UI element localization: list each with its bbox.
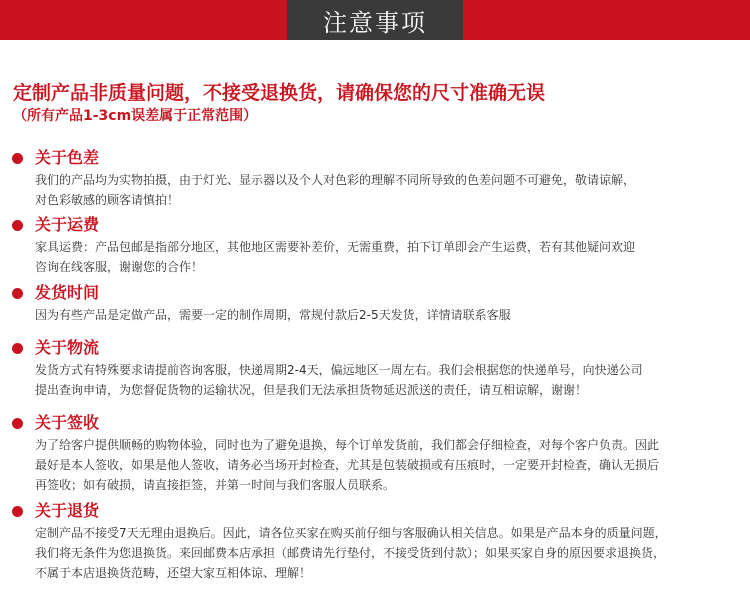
section-text-line: 为了给客户提供顺畅的购物体验，同时也为了避免退换，每个订单发货前，我们都会仔细检查，对每个客户负责。因此 (35, 438, 660, 452)
section-text-line: 家具运费：产品包邮是指部分地区，其他地区需要补差价，无需重费，拍下订单即会产生运费，若有其他疑问欢迎 (35, 240, 636, 254)
tolerance-note: （所有产品1-3cm误差属于正常范围） (13, 108, 258, 124)
headline-notice: 定制产品非质量问题，不接受退换货，请确保您的尺寸准确无误 (13, 82, 546, 104)
section-title: 关于运费 (35, 215, 100, 234)
section-title: 关于色差 (35, 148, 100, 167)
section-text-line: 再签收；如有破损，请直接拒签，并第一时间与我们客服人员联系。 (35, 478, 396, 492)
section-title: 关于物流 (35, 338, 100, 357)
bullet-dot-icon (12, 153, 23, 164)
bullet-dot-icon (12, 418, 23, 429)
section-text-line: 咨询在线客服，谢谢您的合作！ (35, 260, 204, 274)
section-text-line: 因为有些产品是定做产品，需要一定的制作周期，常规付款后2-5天发货，详情请联系客服 (35, 308, 511, 322)
section-text-line: 我们的产品均为实物拍摄，由于灯光、显示器以及个人对色彩的理解不同所导致的色差问题不可避免，敬请谅解， (35, 173, 636, 187)
section-text-line: 最好是本人签收，如果是他人签收，请务必当场开封检查，尤其是包装破损或有压痕时，一定要开封检查，确认无损后 (35, 458, 660, 472)
section-title: 发货时间 (35, 283, 100, 302)
section-text-line: 我们将无条件为您退换货。来回邮费本店承担（邮费请先行垫付，不接受货到付款）；如果买家自身的原因要求退换货， (35, 546, 666, 560)
section-text-line: 对色彩敏感的顾客请慎拍！ (35, 193, 180, 207)
section-text-line: 不属于本店退换货范畴，还望大家互相体谅、理解！ (35, 566, 312, 580)
bullet-dot-icon (12, 288, 23, 299)
section-text-line: 定制产品不接受7天无理由退换后。因此，请各位买家在购买前仔细与客服确认相关信息。如果是产品本身的质量问题， (35, 526, 667, 540)
section-text-line: 发货方式有特殊要求请提前咨询客服，快递周期2-4天，偏远地区一周左右。我们会根据您的快递单号，向快递公司 (35, 363, 643, 377)
section-title: 关于退货 (35, 501, 100, 520)
section-title: 关于签收 (35, 413, 100, 432)
bullet-dot-icon (12, 220, 23, 231)
bullet-dot-icon (12, 343, 23, 354)
bullet-dot-icon (12, 506, 23, 517)
section-text-line: 提出查询申请，为您督促货物的运输状况，但是我们无法承担货物延迟派送的责任，请互相谅解，谢谢！ (35, 383, 588, 397)
page-title: 注意事项 (287, 0, 463, 40)
